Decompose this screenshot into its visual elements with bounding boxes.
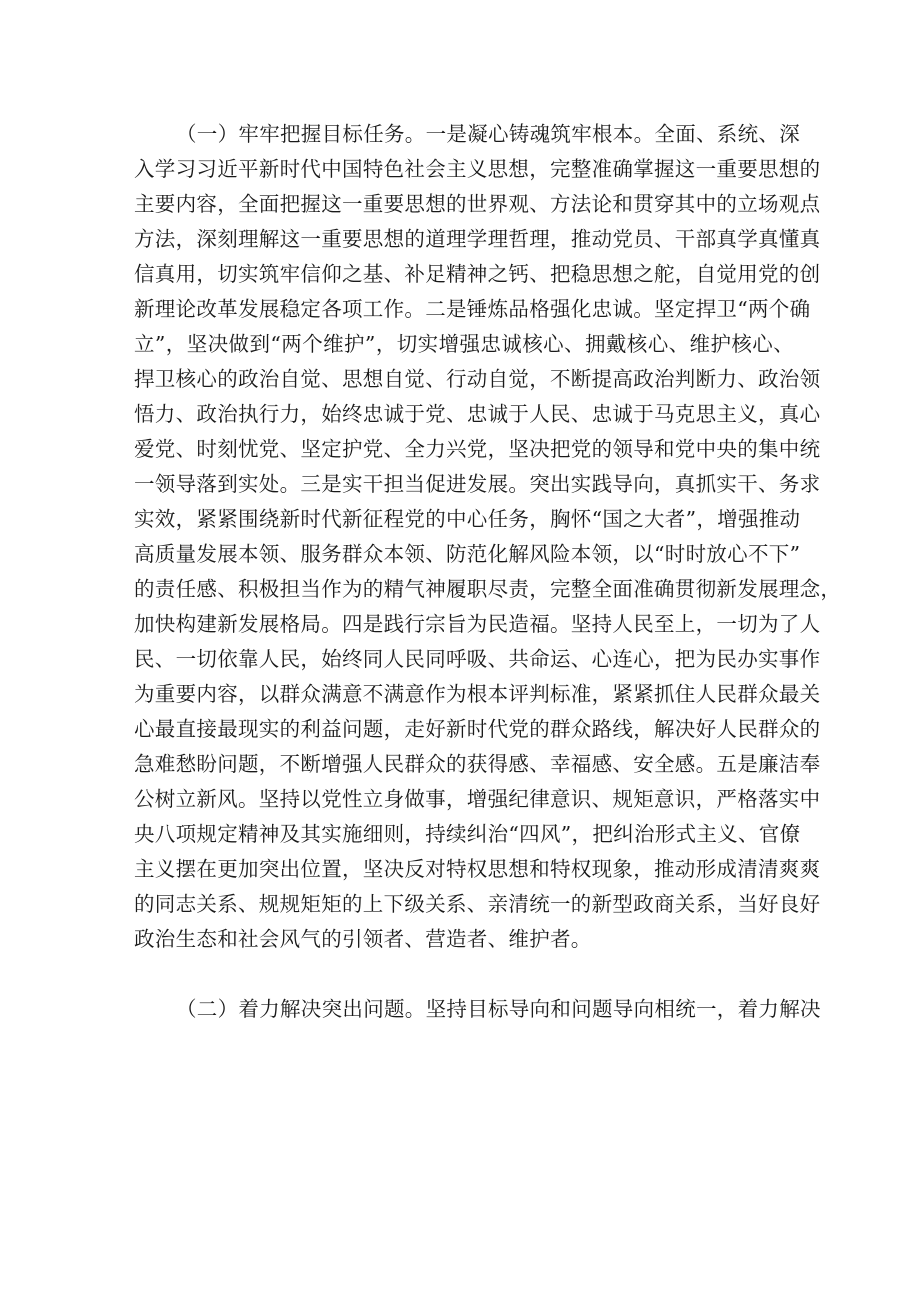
text-line: 新理论改革发展稳定各项工作。二是锤炼品格强化忠诚。坚定捍卫“两个确	[134, 297, 811, 321]
text-line: 心最直接最现实的利益问题，走好新时代党的群众路线，解决好人民群众的	[134, 717, 821, 741]
text-line: 央八项规定精神及其实施细则，持续纠治“四风”，把纠治形式主义、官僚	[134, 822, 801, 846]
text-line: 急难愁盼问题，不断增强人民群众的获得感、幸福感、安全感。五是廉洁奉	[134, 752, 821, 776]
text-line: （二）着力解决突出问题。坚持目标导向和问题导向相统一，着力解决	[176, 997, 821, 1021]
text-line: 公树立新风。坚持以党性立身做事，增强纪律意识、规矩意识，严格落实中	[134, 787, 821, 811]
document-body	[134, 117, 842, 1027]
paragraph-problems	[134, 992, 821, 1027]
paragraph-gap	[134, 957, 794, 992]
paragraph-objectives	[134, 117, 842, 957]
text-line: 主义摆在更加突出位置，坚决反对特权思想和特权现象，推动形成清清爽爽	[134, 857, 821, 881]
text-line: 爱党、时刻忧党、坚定护党、全力兴党，坚决把党的领导和党中央的集中统	[134, 437, 821, 461]
text-line: 主要内容，全面把握这一重要思想的世界观、方法论和贯穿其中的立场观点	[134, 192, 821, 216]
text-line: 悟力、政治执行力，始终忠诚于党、忠诚于人民、忠诚于马克思主义，真心	[134, 402, 821, 426]
text-line: 高质量发展本领、服务群众本领、防范化解风险本领，以“时时放心不下”	[134, 542, 801, 566]
text-line: 立”，坚决做到“两个维护”，切实增强忠诚核心、拥戴核心、维护核心、	[134, 332, 794, 356]
text-line: 为重要内容，以群众满意不满意作为根本评判标准，紧紧抓住人民群众最关	[134, 682, 821, 706]
text-line: 一领导落到实处。三是实干担当促进发展。突出实践导向，真抓实干、务求	[134, 472, 821, 496]
text-line: 政治生态和社会风气的引领者、营造者、维护者。	[134, 927, 592, 951]
text-line: 入学习习近平新时代中国特色社会主义思想，完整准确掌握这一重要思想的	[134, 157, 821, 181]
text-line: 的责任感、积极担当作为的精气神履职尽责，完整全面准确贯彻新发展理念，	[134, 577, 842, 601]
text-line: 方法，深刻理解这一重要思想的道理学理哲理，推动党员、干部真学真懂真	[134, 227, 821, 251]
text-line: 实效，紧紧围绕新时代新征程党的中心任务，胸怀“国之大者”，增强推动	[134, 507, 801, 531]
text-line: 信真用，切实筑牢信仰之基、补足精神之钙、把稳思想之舵，自觉用党的创	[134, 262, 821, 286]
text-line: （一）牢牢把握目标任务。一是凝心铸魂筑牢根本。全面、系统、深	[176, 122, 800, 146]
text-line: 的同志关系、规规矩矩的上下级关系、亲清统一的新型政商关系，当好良好	[134, 892, 821, 916]
text-line: 加快构建新发展格局。四是践行宗旨为民造福。坚持人民至上，一切为了人	[134, 612, 821, 636]
text-line: 民、一切依靠人民，始终同人民同呼吸、共命运、心连心，把为民办实事作	[134, 647, 821, 671]
text-line: 捍卫核心的政治自觉、思想自觉、行动自觉，不断提高政治判断力、政治领	[134, 367, 821, 391]
